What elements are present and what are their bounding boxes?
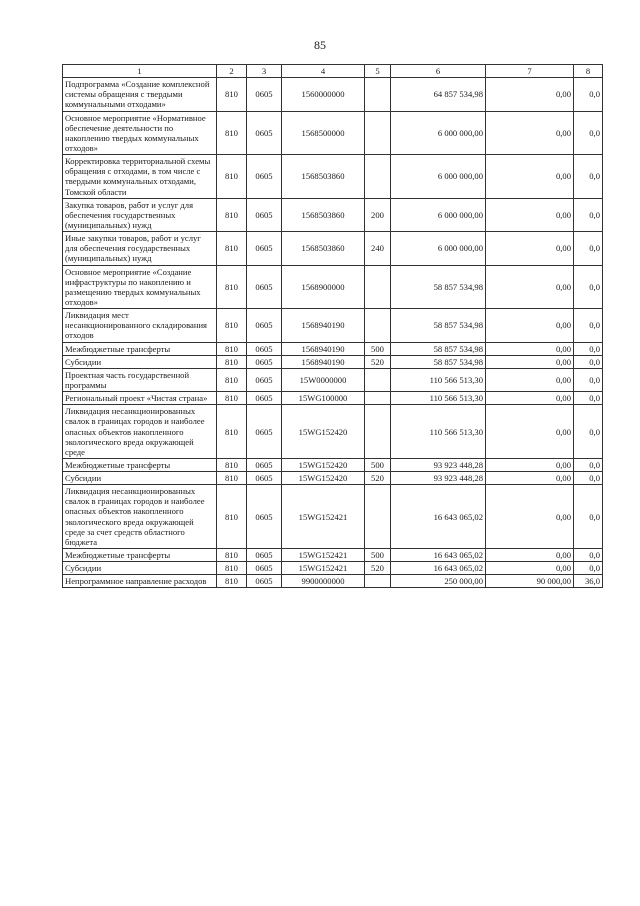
planned-amount-cell: 58 857 534,98 [391,342,486,355]
percent-cell: 0,0 [574,392,603,405]
chapter-code-cell: 810 [217,562,247,575]
chapter-code-cell: 810 [217,342,247,355]
planned-amount-cell: 58 857 534,98 [391,355,486,368]
target-item-cell: 15WG152420 [282,405,365,459]
row-name-cell: Подпрограмма «Создание комплексной системы обращения с твердыми коммунальными отходами» [63,78,217,111]
chapter-code-cell: 810 [217,155,247,199]
chapter-code-cell: 810 [217,309,247,342]
executed-amount-cell: 0,00 [486,355,574,368]
section-code-cell: 0605 [247,78,282,111]
table-row [63,78,603,111]
section-code-cell: 0605 [247,309,282,342]
planned-amount-cell: 93 923 448,28 [391,458,486,471]
table-row [63,342,603,355]
section-code-cell: 0605 [247,232,282,265]
section-code-cell: 0605 [247,265,282,309]
percent-cell: 0,0 [574,198,603,231]
table-row [63,562,603,575]
target-item-cell: 1568940190 [282,342,365,355]
executed-amount-cell: 0,00 [486,309,574,342]
chapter-code-cell: 810 [217,111,247,155]
percent-cell: 0,0 [574,155,603,199]
table-row [63,458,603,471]
chapter-code-cell: 810 [217,392,247,405]
planned-amount-cell: 93 923 448,28 [391,472,486,485]
executed-amount-cell: 0,00 [486,155,574,199]
row-name-cell: Иные закупки товаров, работ и услуг для обеспечения государственных (муниципальных) нужд [63,232,217,265]
target-item-cell: 1568503860 [282,198,365,231]
planned-amount-cell: 6 000 000,00 [391,232,486,265]
expense-type-cell [365,392,391,405]
table-row [63,309,603,342]
executed-amount-cell: 0,00 [486,562,574,575]
table-row [63,155,603,199]
target-item-cell: 15WG152420 [282,458,365,471]
chapter-code-cell: 810 [217,575,247,588]
planned-amount-cell: 16 643 065,02 [391,549,486,562]
column-header: 3 [247,65,282,78]
expense-type-cell: 200 [365,198,391,231]
chapter-code-cell: 810 [217,472,247,485]
chapter-code-cell: 810 [217,198,247,231]
planned-amount-cell: 110 566 513,30 [391,392,486,405]
table-row [63,265,603,309]
column-header: 4 [282,65,365,78]
column-header: 1 [63,65,217,78]
chapter-code-cell: 810 [217,405,247,459]
executed-amount-cell: 0,00 [486,485,574,549]
target-item-cell: 1568940190 [282,309,365,342]
section-code-cell: 0605 [247,472,282,485]
table-row [63,232,603,265]
section-code-cell: 0605 [247,355,282,368]
row-name-cell: Субсидии [63,355,217,368]
chapter-code-cell: 810 [217,549,247,562]
percent-cell: 0,0 [574,309,603,342]
section-code-cell: 0605 [247,368,282,391]
column-header: 5 [365,65,391,78]
expense-type-cell [365,78,391,111]
expense-type-cell [365,485,391,549]
planned-amount-cell: 250 000,00 [391,575,486,588]
executed-amount-cell: 0,00 [486,265,574,309]
table-row [63,485,603,549]
section-code-cell: 0605 [247,575,282,588]
executed-amount-cell: 90 000,00 [486,575,574,588]
planned-amount-cell: 64 857 534,98 [391,78,486,111]
expense-type-cell: 520 [365,355,391,368]
expense-type-cell [365,368,391,391]
percent-cell: 0,0 [574,485,603,549]
row-name-cell: Основное мероприятие «Нормативное обеспечение деятельности по накоплению твердых коммунальных отходов» [63,111,217,155]
executed-amount-cell: 0,00 [486,392,574,405]
section-code-cell: 0605 [247,405,282,459]
percent-cell: 0,0 [574,368,603,391]
percent-cell: 0,0 [574,355,603,368]
target-item-cell: 1568940190 [282,355,365,368]
expense-type-cell [365,575,391,588]
table-row [63,111,603,155]
row-name-cell: Ликвидация мест несанкционированного складирования отходов [63,309,217,342]
percent-cell: 0,0 [574,111,603,155]
target-item-cell: 15WG152420 [282,472,365,485]
expense-type-cell: 500 [365,549,391,562]
planned-amount-cell: 110 566 513,30 [391,405,486,459]
table-row [63,575,603,588]
target-item-cell: 1568503860 [282,155,365,199]
expense-type-cell: 240 [365,232,391,265]
expense-type-cell: 520 [365,472,391,485]
row-name-cell: Корректировка территориальной схемы обращения с отходами, в том числе с твердыми коммунальных отходами, Томской области [63,155,217,199]
table-row [63,472,603,485]
target-item-cell: 15WG152421 [282,549,365,562]
table-row [63,355,603,368]
table-row [63,368,603,391]
section-code-cell: 0605 [247,562,282,575]
row-name-cell: Ликвидация несанкционированных свалок в границах городов и наиболее опасных объектов накопленного экологического вреда окружающей среде за счет средств областного бюджета [63,485,217,549]
row-name-cell: Проектная часть государственной программы [63,368,217,391]
column-header: 6 [391,65,486,78]
expense-type-cell [365,111,391,155]
table-row [63,198,603,231]
table-row [63,392,603,405]
planned-amount-cell: 110 566 513,30 [391,368,486,391]
planned-amount-cell: 6 000 000,00 [391,111,486,155]
percent-cell: 0,0 [574,232,603,265]
header-row [63,65,603,78]
expense-type-cell: 520 [365,562,391,575]
row-name-cell: Основное мероприятие «Создание инфраструктуры по накоплению и размещению твердых коммунальных отходов» [63,265,217,309]
row-name-cell: Межбюджетные трансферты [63,458,217,471]
page-number: 85 [314,38,326,52]
section-code-cell: 0605 [247,155,282,199]
table-row [63,549,603,562]
row-name-cell: Региональный проект «Чистая страна» [63,392,217,405]
executed-amount-cell: 0,00 [486,111,574,155]
target-item-cell: 15WG100000 [282,392,365,405]
executed-amount-cell: 0,00 [486,232,574,265]
percent-cell: 0,0 [574,265,603,309]
target-item-cell: 1568503860 [282,232,365,265]
section-code-cell: 0605 [247,549,282,562]
chapter-code-cell: 810 [217,355,247,368]
table-row [63,405,603,459]
executed-amount-cell: 0,00 [486,472,574,485]
row-name-cell: Межбюджетные трансферты [63,549,217,562]
expense-type-cell [365,265,391,309]
column-header: 7 [486,65,574,78]
executed-amount-cell: 0,00 [486,549,574,562]
percent-cell: 36,0 [574,575,603,588]
chapter-code-cell: 810 [217,78,247,111]
executed-amount-cell: 0,00 [486,342,574,355]
section-code-cell: 0605 [247,458,282,471]
section-code-cell: 0605 [247,111,282,155]
row-name-cell: Закупка товаров, работ и услуг для обеспечения государственных (муниципальных) нужд [63,198,217,231]
percent-cell: 0,0 [574,549,603,562]
chapter-code-cell: 810 [217,368,247,391]
section-code-cell: 0605 [247,342,282,355]
target-item-cell: 1560000000 [282,78,365,111]
planned-amount-cell: 16 643 065,02 [391,562,486,575]
percent-cell: 0,0 [574,405,603,459]
chapter-code-cell: 810 [217,458,247,471]
percent-cell: 0,0 [574,472,603,485]
planned-amount-cell: 6 000 000,00 [391,198,486,231]
row-name-cell: Ликвидация несанкционированных свалок в границах городов и наиболее опасных объектов накопленного экологического вреда окружающей среде [63,405,217,459]
percent-cell: 0,0 [574,562,603,575]
expense-type-cell [365,405,391,459]
expense-type-cell [365,155,391,199]
planned-amount-cell: 58 857 534,98 [391,309,486,342]
row-name-cell: Субсидии [63,562,217,575]
executed-amount-cell: 0,00 [486,78,574,111]
target-item-cell: 15W0000000 [282,368,365,391]
chapter-code-cell: 810 [217,265,247,309]
chapter-code-cell: 810 [217,485,247,549]
row-name-cell: Межбюджетные трансферты [63,342,217,355]
target-item-cell: 9900000000 [282,575,365,588]
executed-amount-cell: 0,00 [486,458,574,471]
percent-cell: 0,0 [574,78,603,111]
target-item-cell: 15WG152421 [282,562,365,575]
target-item-cell: 15WG152421 [282,485,365,549]
expense-type-cell [365,309,391,342]
row-name-cell: Непрограммное направление расходов [63,575,217,588]
executed-amount-cell: 0,00 [486,198,574,231]
target-item-cell: 1568900000 [282,265,365,309]
column-header: 8 [574,65,603,78]
section-code-cell: 0605 [247,198,282,231]
row-name-cell: Субсидии [63,472,217,485]
budget-table [62,64,603,588]
chapter-code-cell: 810 [217,232,247,265]
percent-cell: 0,0 [574,458,603,471]
executed-amount-cell: 0,00 [486,405,574,459]
column-header: 2 [217,65,247,78]
percent-cell: 0,0 [574,342,603,355]
executed-amount-cell: 0,00 [486,368,574,391]
planned-amount-cell: 58 857 534,98 [391,265,486,309]
planned-amount-cell: 6 000 000,00 [391,155,486,199]
section-code-cell: 0605 [247,485,282,549]
planned-amount-cell: 16 643 065,02 [391,485,486,549]
expense-type-cell: 500 [365,342,391,355]
section-code-cell: 0605 [247,392,282,405]
expense-type-cell: 500 [365,458,391,471]
target-item-cell: 1568500000 [282,111,365,155]
